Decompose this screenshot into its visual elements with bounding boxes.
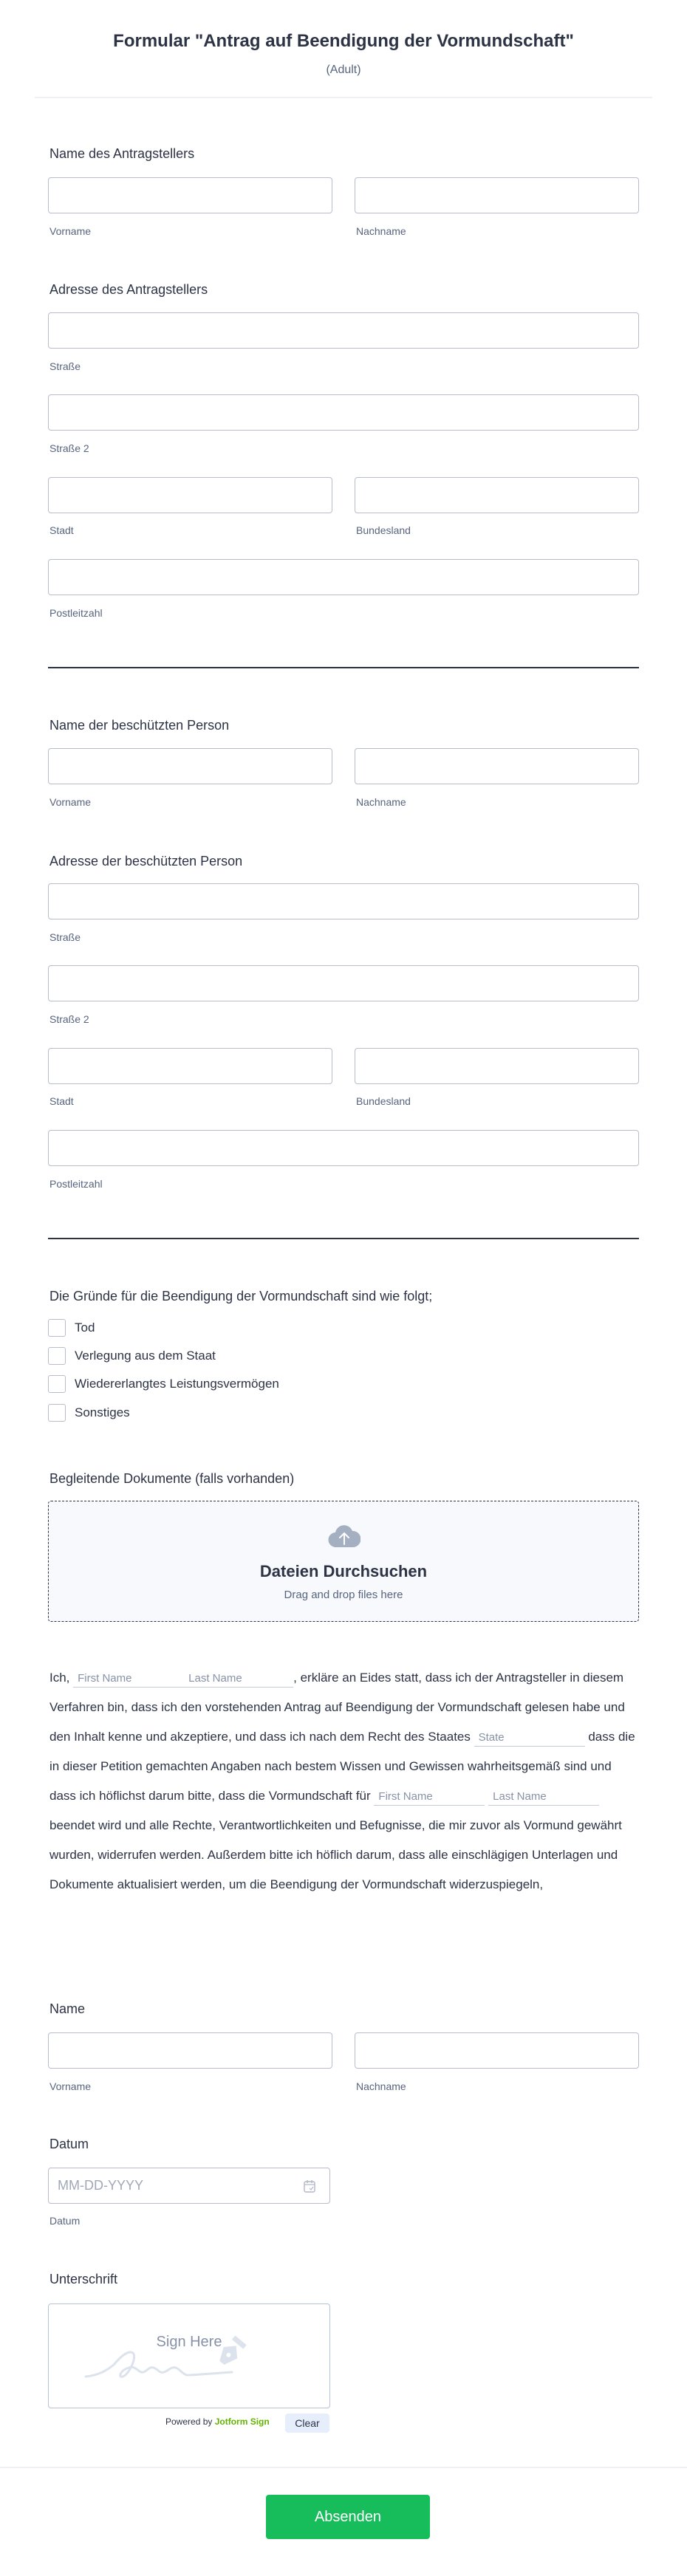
signer-last-name-input[interactable] <box>355 2032 639 2069</box>
protected-first-name-sublabel: Vorname <box>49 796 92 808</box>
protected-street-sublabel: Straße <box>49 931 81 943</box>
form-subtitle: (Adult) <box>326 64 361 76</box>
protected-address-label: Adresse der beschützten Person <box>49 854 243 869</box>
reasons-label: Die Gründe für die Beendigung der Vormundschaft sind wie folgt; <box>49 1289 433 1304</box>
powered-by-text: Powered by <box>165 2416 213 2427</box>
signer-last-name-sublabel: Nachname <box>356 2080 406 2092</box>
applicant-street2-sublabel: Straße 2 <box>49 442 89 454</box>
clear-signature-button[interactable]: Clear <box>285 2414 329 2433</box>
protected-state-sublabel: Bundesland <box>356 1095 411 1107</box>
protected-state-input[interactable] <box>355 1048 639 1084</box>
checkbox-option-verlegung[interactable] <box>48 1346 216 1366</box>
checkbox-label: Verlegung aus dem Staat <box>75 1349 216 1363</box>
footer-divider <box>0 2467 687 2468</box>
applicant-last-name-input[interactable] <box>355 177 639 213</box>
powered-by <box>165 2416 270 2427</box>
protected-street2-input[interactable] <box>48 965 639 1001</box>
checkbox[interactable] <box>48 1404 66 1422</box>
date-input[interactable] <box>48 2168 330 2204</box>
declaration-protected-first-name-input[interactable]: First Name <box>374 1789 485 1806</box>
checkbox-label: Sonstiges <box>75 1405 130 1419</box>
signature-label: Unterschrift <box>49 2272 118 2286</box>
protected-city-input[interactable] <box>48 1048 332 1084</box>
signer-name-label: Name <box>49 2001 86 2016</box>
checkbox-label: Wiedererlangtes Leistungsvermögen <box>75 1377 279 1391</box>
applicant-street-input[interactable] <box>48 312 639 349</box>
drag-drop-hint: Drag and drop files here <box>284 1589 403 1601</box>
signature-pad[interactable] <box>48 2303 330 2408</box>
protected-zip-input[interactable] <box>48 1130 639 1166</box>
protected-street2-sublabel: Straße 2 <box>49 1013 89 1025</box>
applicant-city-input[interactable] <box>48 477 332 513</box>
checkbox-label: Tod <box>75 1320 95 1335</box>
section-divider <box>48 1238 639 1239</box>
applicant-city-sublabel: Stadt <box>49 524 74 536</box>
applicant-zip-sublabel: Postleitzahl <box>49 607 103 619</box>
applicant-address-label: Adresse des Antragstellers <box>49 282 208 297</box>
applicant-last-name-sublabel: Nachname <box>356 225 406 237</box>
signature-placeholder: Sign Here <box>156 2334 222 2350</box>
declaration-paragraph <box>49 1663 640 1900</box>
submit-button[interactable]: Absenden <box>266 2495 430 2539</box>
declaration-text: beendet wird und alle Rechte, Verantwortlichkeiten und Befugnisse, die mir zuvor als Vormund gewährt wurden, widerrufen werden. Außerdem bitte ich höflich darum, dass alle einschlägigen Unterlagen und Dokumente aktualisiert werden, um die Beendigung der Vormundschaft widerzuspiegeln, <box>49 1818 622 1891</box>
calendar-icon[interactable] <box>303 2179 316 2193</box>
protected-name-label: Name der beschützten Person <box>49 718 230 733</box>
applicant-street2-input[interactable] <box>48 394 639 431</box>
date-label: Datum <box>49 2137 89 2151</box>
applicant-zip-input[interactable] <box>48 559 639 595</box>
header-divider <box>35 97 652 98</box>
declaration-text: , erkläre an Eides statt, dass ich der Antragsteller in diesem Verfahren bin, dass ich den vorstehenden Antrag auf Beendigung der Vormundschaft gelesen habe und den Inhalt kenne und akzeptiere, und dass ich nach dem Recht des Staates <box>49 1671 625 1744</box>
declaration-text: Ich, <box>49 1671 70 1685</box>
protected-street-input[interactable] <box>48 883 639 919</box>
protected-last-name-sublabel: Nachname <box>356 796 406 808</box>
checkbox-option-tod[interactable] <box>48 1318 95 1337</box>
declaration-state-input[interactable]: State <box>474 1730 585 1747</box>
section-divider <box>48 667 639 668</box>
cloud-upload-icon <box>328 1522 360 1549</box>
checkbox[interactable] <box>48 1375 66 1393</box>
file-upload-dropzone[interactable] <box>48 1501 639 1622</box>
protected-last-name-input[interactable] <box>355 748 639 784</box>
date-sublabel: Datum <box>49 2215 81 2227</box>
applicant-state-input[interactable] <box>355 477 639 513</box>
browse-files-button[interactable]: Dateien Durchsuchen <box>259 1562 428 1580</box>
applicant-first-name-sublabel: Vorname <box>49 225 92 237</box>
date-placeholder: MM-DD-YYYY <box>58 2178 143 2193</box>
form-title: Formular "Antrag auf Beendigung der Vormundschaft" <box>113 31 574 51</box>
protected-city-sublabel: Stadt <box>49 1095 74 1107</box>
checkbox[interactable] <box>48 1319 66 1337</box>
signer-first-name-input[interactable] <box>48 2032 332 2069</box>
declaration-last-name-input[interactable]: Last Name <box>184 1671 293 1688</box>
documents-label: Begleitende Dokumente (falls vorhanden) <box>49 1471 295 1486</box>
declaration-first-name-input[interactable]: First Name <box>73 1671 184 1688</box>
declaration-protected-last-name-input[interactable]: Last Name <box>488 1789 599 1806</box>
protected-zip-sublabel: Postleitzahl <box>49 1178 103 1190</box>
applicant-first-name-input[interactable] <box>48 177 332 213</box>
jotform-sign-link[interactable]: Jotform Sign <box>214 2416 270 2427</box>
checkbox-option-leistungsvermoegen[interactable] <box>48 1374 279 1394</box>
declaration-text: dass die in dieser Petition gemachten Angaben nach bestem Wissen und Gewissen wahrheitsgemäß sind und dass ich höflichst darum bitte, dass die Vormundschaft für <box>49 1730 635 1803</box>
signer-first-name-sublabel: Vorname <box>49 2080 92 2092</box>
applicant-state-sublabel: Bundesland <box>356 524 411 536</box>
applicant-name-label: Name des Antragstellers <box>49 146 195 161</box>
protected-first-name-input[interactable] <box>48 748 332 784</box>
applicant-street-sublabel: Straße <box>49 360 81 372</box>
checkbox[interactable] <box>48 1347 66 1365</box>
checkbox-option-sonstiges[interactable] <box>48 1403 130 1422</box>
